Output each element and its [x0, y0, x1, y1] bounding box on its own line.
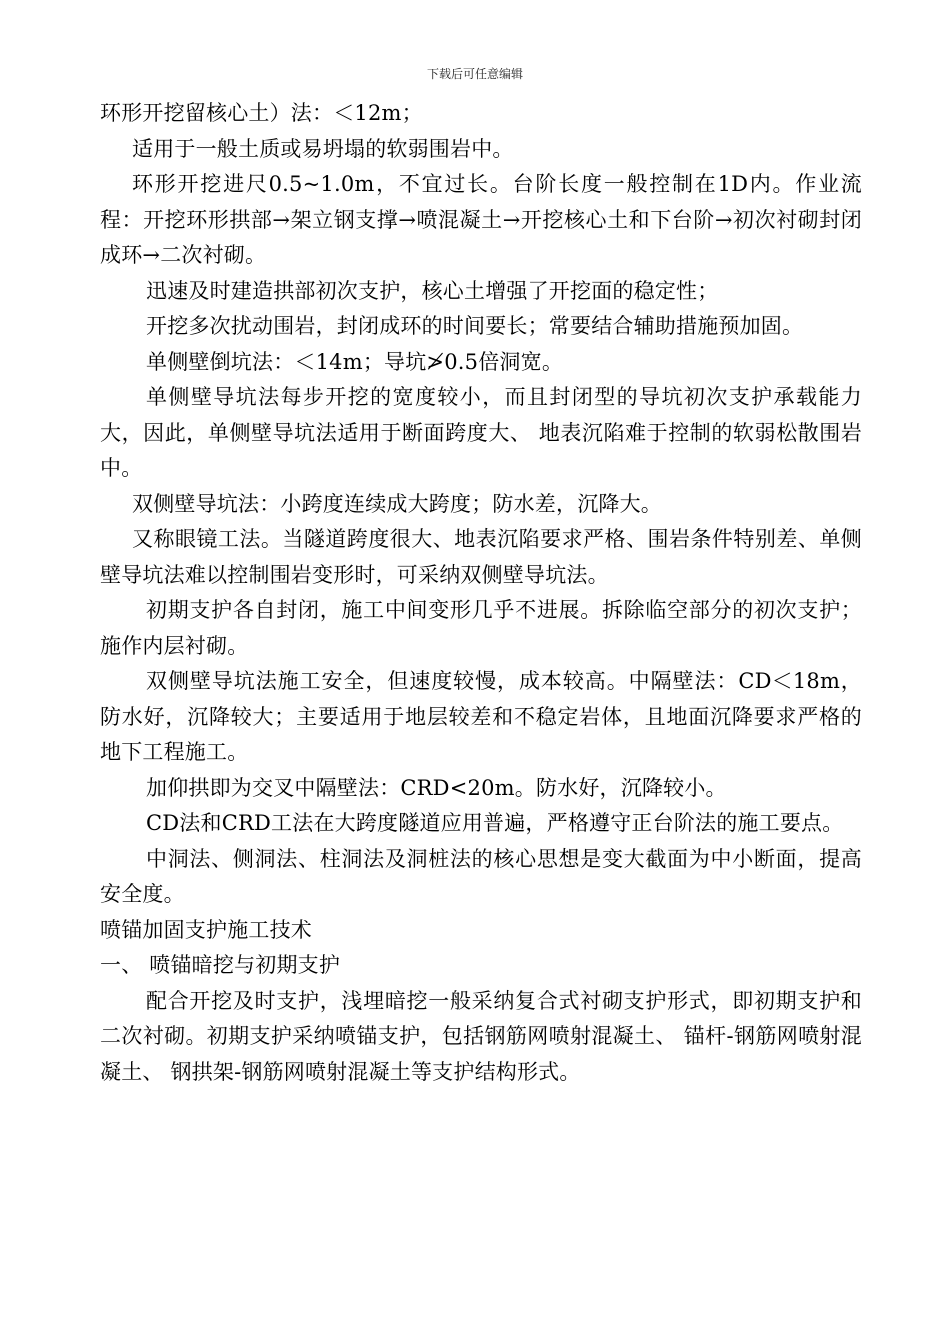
paragraph-2: 适用于一般土质或易坍塌的软弱围岩中。 [132, 136, 514, 161]
page-header: 下载后可任意编辑 [426, 67, 523, 81]
paragraph-9: 又称眼镜工法。当隧道跨度很大、地表沉陷要求严格、围岩条件特别差、单侧壁导坑法难以控制围岩变形时，可采纳双侧壁导坑法。 [100, 527, 862, 587]
section-heading: 喷锚加固支护施工技术 [100, 917, 312, 942]
paragraph-6: 单侧壁倒坑法：＜14m；导坑≯0.5倍洞宽。 [146, 349, 564, 374]
paragraph-4: 迅速及时建造拱部初次支护，核心土增强了开挖面的稳定性； [146, 278, 719, 303]
paragraph-13: CD法和CRD工法在大跨度隧道应用普遍，严格遵守正台阶法的施工要点。 [146, 811, 844, 835]
paragraph-14: 中洞法、侧洞法、柱洞法及洞桩法的核心思想是变大截面为中小断面，提高安全度。 [100, 846, 862, 906]
paragraph-8: 双侧壁导坑法：小跨度连续成大跨度；防水差，沉降大。 [132, 491, 662, 516]
paragraph-10: 初期支护各自封闭，施工中间变形几乎不进展。拆除临空部分的初次支护；施作内层衬砌。 [100, 598, 862, 658]
document-body [100, 96, 862, 1090]
paragraph-5: 开挖多次扰动围岩，封闭成环的时间要长；常要结合辅助措施预加固。 [146, 314, 804, 338]
paragraph-17: 配合开挖及时支护，浅埋暗挖一般采纳复合式衬砌支护形式，即初期支护和二次衬砌。初期支护采纳喷锚支护，包括钢筋网喷射混凝土、 锚杆-钢筋网喷射混凝土、 钢拱架-钢筋网喷射混凝土等支护结构形式。 [100, 988, 862, 1084]
paragraph-3: 环形开挖进尺0.5~1.0m，不宜过长。台阶长度一般控制在1D内。作业流程：开挖环形拱部→架立钢支撑→喷混凝土→开挖核心土和下台阶→初次衬砌封闭成环→二次衬砌。 [100, 172, 862, 267]
paragraph-11: 双侧壁导坑法施工安全，但速度较慢，成本较高。中隔壁法：CD＜18m，防水好，沉降较大；主要适用于地层较差和不稳定岩体，且地面沉降要求严格的地下工程施工。 [100, 669, 862, 764]
paragraph-7: 单侧壁导坑法每步开挖的宽度较小，而且封闭型的导坑初次支护承载能力大，因此，单侧壁导坑法适用于断面跨度大、 地表沉陷难于控制的软弱松散围岩中。 [100, 385, 862, 480]
paragraph-12: 加仰拱即为交叉中隔壁法：CRD<20m。防水好，沉降较小。 [146, 775, 727, 800]
subsection-heading: 一、 喷锚暗挖与初期支护 [100, 953, 341, 977]
paragraph-1: 环形开挖留核心土）法：＜12m； [100, 101, 423, 125]
